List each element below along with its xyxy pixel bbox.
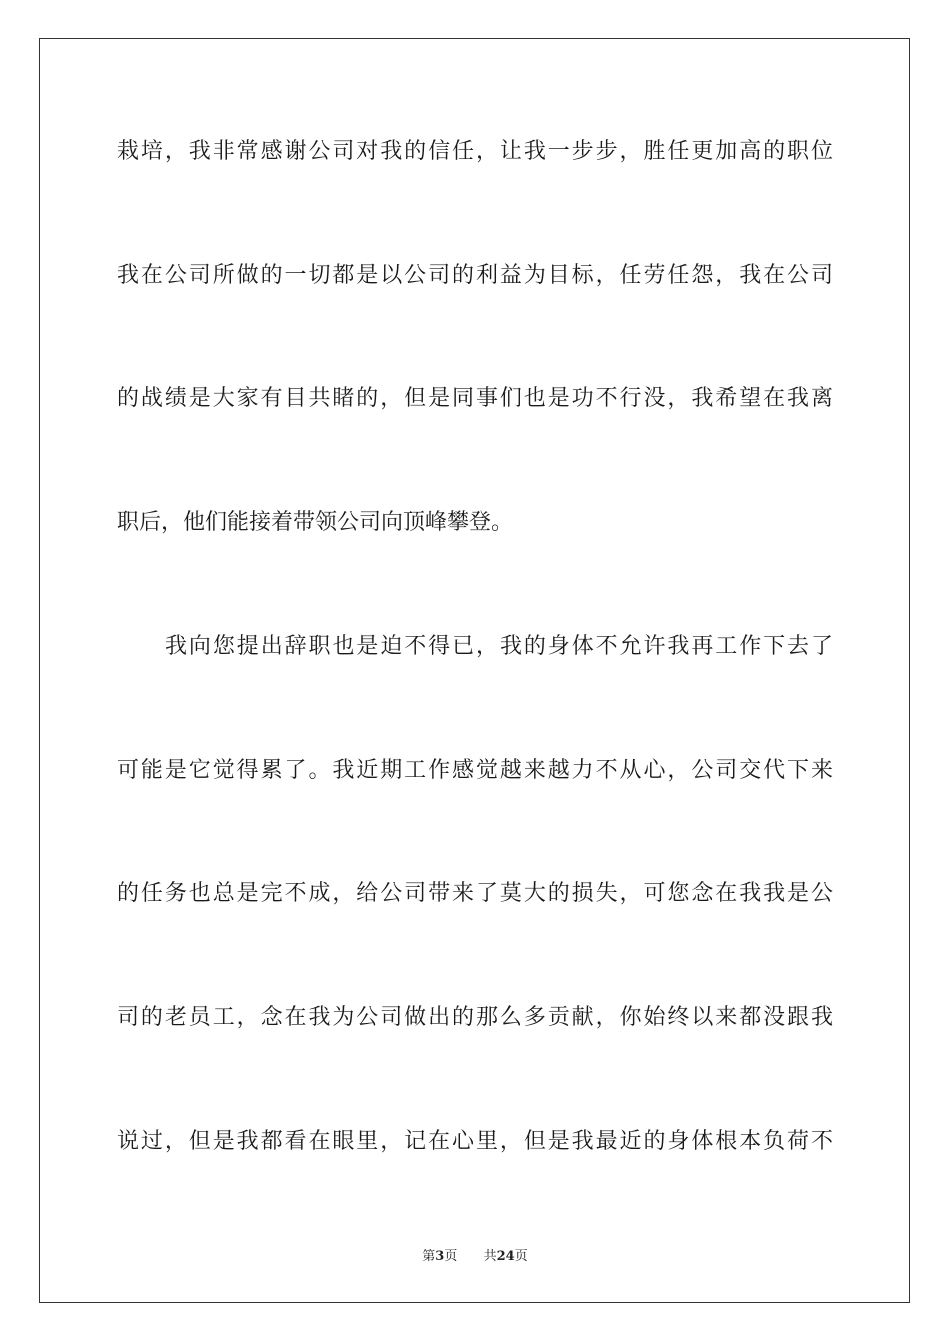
body-text-line-6: 可能是它觉得累了。我近期工作感觉越来越力不从心，公司交代下来 (117, 758, 833, 783)
body-text-line-7: 的任务也总是完不成，给公司带来了莫大的损失，可您念在我我是公 (117, 881, 833, 906)
paragraph-start-line: 我向您提出辞职也是迫不得已，我的身体不允许我再工作下去了 (165, 634, 833, 659)
total-pages-label: 共24页 (483, 1249, 528, 1264)
body-text-line-4: 职后，他们能接着带领公司向顶峰攀登。 (117, 510, 514, 535)
page-number-label: 第3页 (422, 1249, 458, 1264)
body-text-line-8: 司的老员工，念在我为公司做出的那么多贡献，你始终以来都没跟我 (117, 1005, 833, 1030)
body-text-line-9: 说过，但是我都看在眼里，记在心里，但是我最近的身体根本负荷不 (117, 1129, 833, 1154)
current-page-number: 3 (435, 1249, 445, 1264)
body-text-line-1: 栽培，我非常感谢公司对我的信任，让我一步步，胜任更加高的职位 (117, 139, 833, 164)
body-text-line-3: 的战绩是大家有目共睹的，但是同事们也是功不行没，我希望在我离 (117, 386, 833, 411)
body-text-line-2: 我在公司所做的一切都是以公司的利益为目标，任劳任怨，我在公司 (117, 263, 833, 288)
total-page-count: 24 (496, 1249, 515, 1264)
page-border (39, 38, 910, 1303)
page-footer (0, 1248, 950, 1266)
